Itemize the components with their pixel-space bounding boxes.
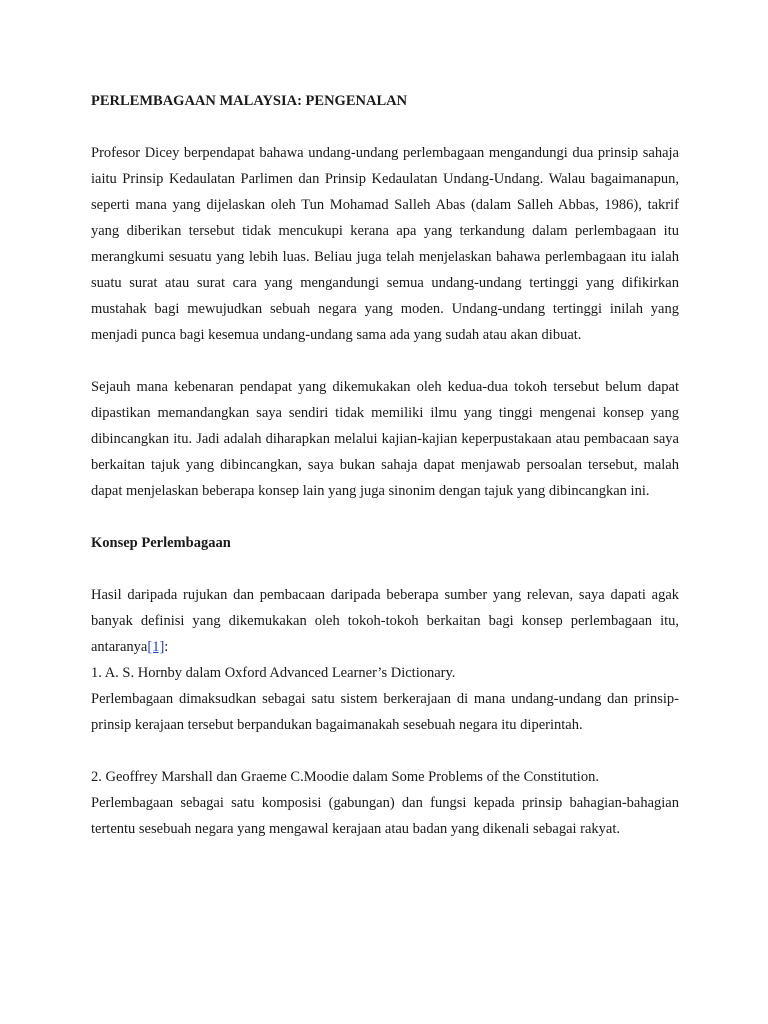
definition-item-1 [91, 660, 679, 738]
definition-item-1-title: 1. A. S. Hornby dalam Oxford Advanced Learner’s Dictionary. [91, 665, 456, 681]
document-page [91, 88, 679, 868]
definition-item-1-text: Perlembagaan dimaksudkan sebagai satu sistem berkerajaan di mana undang-undang dan prinsip-prinsip kerajaan tersebut berpandukan bagaimanakah sesebuah negara itu diperintah. [91, 691, 679, 733]
paragraph-definisi-end: : [164, 639, 169, 655]
document-title: PERLEMBAGAAN MALAYSIA: PENGENALAN [91, 93, 408, 109]
paragraph-dicey: Profesor Dicey berpendapat bahawa undang-undang perlembagaan mengandungi dua prinsip sahaja iaitu Prinsip Kedaulatan Parlimen dan Prinsip Kedaulatan Undang-Undang. Walau bagaimanapun, seperti mana yang dijelaskan oleh Tun Mohamad Salleh Abas (dalam Salleh Abbas, 1986), takrif yang diberikan tersebut tidak mencukupi kerana apa yang terkandung dalam perlembagaan itu merangkumi sesuatu yang lebih luas. Beliau juga telah menjelaskan bahawa perlembagaan itu ialah suatu surat atau surat cara yang mengandungi semua undang-undang tertinggi yang difikirkan mustahak bagi mewujudkan sebuah negara yang moden. Undang-undang tertinggi inilah yang menjadi punca bagi kesemua undang-undang sama ada yang sudah atau akan dibuat. [91, 145, 679, 343]
paragraph-definisi [91, 582, 679, 660]
section-heading-konsep: Konsep Perlembagaan [91, 535, 231, 551]
definition-item-2-title: 2. Geoffrey Marshall dan Graeme C.Moodie dalam Some Problems of the Constitution. [91, 769, 599, 785]
definition-item-2-text: Perlembagaan sebagai satu komposisi (gabungan) dan fungsi kepada prinsip bahagian-bahagian tertentu sesebuah negara yang mengawal kerajaan atau badan yang dikenali sebagai rakyat. [91, 795, 679, 837]
paragraph-definisi-text: Hasil daripada rujukan dan pembacaan daripada beberapa sumber yang relevan, saya dapati agak banyak definisi yang dikemukakan oleh tokoh-tokoh berkaitan bagi konsep perlembagaan itu, antaranya [91, 587, 679, 655]
paragraph-kebenaran: Sejauh mana kebenaran pendapat yang dikemukakan oleh kedua-dua tokoh tersebut belum dapat dipastikan memandangkan saya sendiri tidak memiliki ilmu yang tinggi mengenai konsep yang dibincangkan itu. Jadi adalah diharapkan melalui kajian-kajian keperpustakaan atau pembacaan saya berkaitan tajuk yang dibincangkan, saya bukan sahaja dapat menjawab persoalan tersebut, malah dapat menjelaskan beberapa konsep lain yang juga sinonim dengan tajuk yang dibincangkan ini. [91, 379, 679, 499]
footnote-link[interactable]: [1] [147, 639, 165, 655]
definition-item-2 [91, 764, 679, 842]
